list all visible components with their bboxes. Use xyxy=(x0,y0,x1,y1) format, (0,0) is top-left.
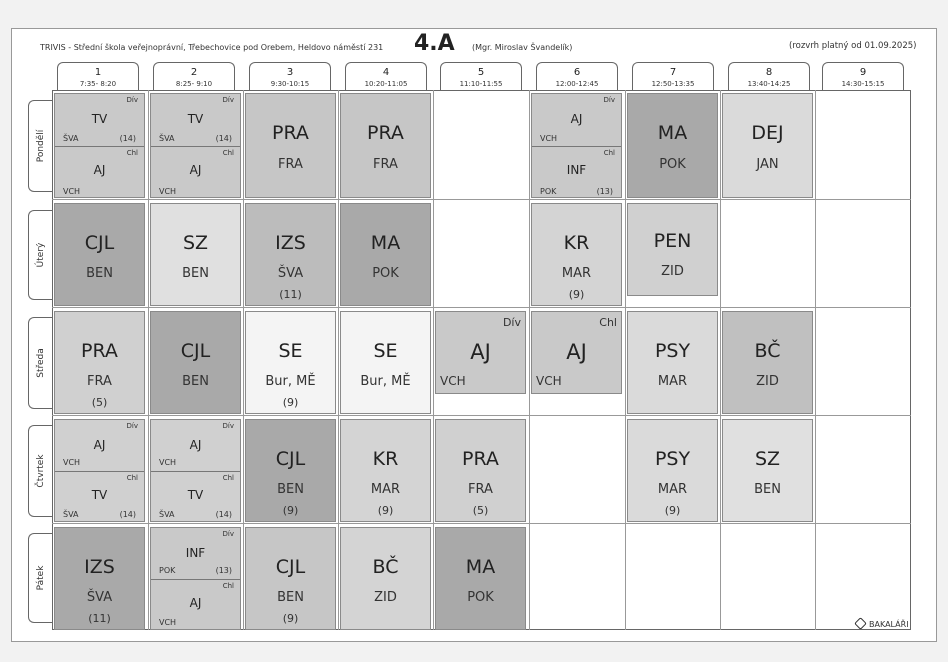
grid-divider xyxy=(148,90,149,630)
subject: CJL xyxy=(275,448,306,470)
subject: AJ xyxy=(470,340,491,364)
subject: MA xyxy=(370,232,401,254)
teacher: ŠVA xyxy=(277,266,304,281)
lesson-tue-7[interactable] xyxy=(627,203,718,296)
day-label-friday xyxy=(28,533,52,623)
group-label: Chl xyxy=(222,473,234,482)
period-number: 7 xyxy=(669,67,677,78)
period-header-9 xyxy=(822,62,904,90)
day-label-wednesday xyxy=(28,317,52,409)
teacher: MAR xyxy=(370,482,401,497)
teacher: POK xyxy=(159,566,176,575)
subject: SE xyxy=(373,340,398,362)
bakalari-icon xyxy=(854,617,867,630)
lesson-group-boys xyxy=(151,146,240,198)
teacher: VCH xyxy=(536,374,562,388)
teacher: POK xyxy=(540,186,557,196)
subject: SE xyxy=(278,340,303,362)
period-number: 9 xyxy=(859,67,867,78)
bakalari-logo xyxy=(856,619,909,629)
teacher: ZID xyxy=(661,264,684,279)
subject: AJ xyxy=(570,112,583,126)
subject: PEN xyxy=(653,230,692,252)
logo-text: BAKALÁŘI xyxy=(869,620,909,629)
group-label: Dív xyxy=(603,96,615,104)
validity-note: (rozvrh platný od 01.09.2025) xyxy=(789,41,917,51)
lesson-tue-1[interactable] xyxy=(54,203,145,306)
room: (14) xyxy=(215,509,232,519)
teacher: VCH xyxy=(159,458,177,467)
day-label-thursday xyxy=(28,425,52,517)
class-teacher: (Mgr. Miroslav Švandelík) xyxy=(472,43,573,52)
room: (9) xyxy=(282,396,299,409)
lesson-thu-5[interactable] xyxy=(435,419,526,522)
subject: KR xyxy=(563,232,590,254)
teacher: JAN xyxy=(756,157,779,172)
lesson-group-boys xyxy=(55,471,144,522)
room: (9) xyxy=(377,504,394,517)
lesson-thu-2[interactable] xyxy=(150,419,241,522)
grid-divider xyxy=(720,90,721,630)
teacher: BEN xyxy=(182,374,209,389)
subject: IZS xyxy=(275,232,306,254)
lesson-wed-2[interactable] xyxy=(150,311,241,414)
grid-divider xyxy=(529,90,530,630)
room: (9) xyxy=(568,288,585,301)
teacher: FRA xyxy=(468,482,493,497)
lesson-thu-3[interactable] xyxy=(245,419,336,522)
school-title: TRIVIS - Střední škola veřejnoprávní, Třebechovice pod Orebem, Heldovo náměstí 231 xyxy=(40,43,384,52)
subject: AJ xyxy=(189,162,202,177)
subject: IZS xyxy=(84,556,115,578)
group-label: Dív xyxy=(222,422,234,430)
subject: PSY xyxy=(654,340,691,362)
teacher: VCH xyxy=(159,186,177,196)
teacher: FRA xyxy=(87,374,112,389)
subject: KR xyxy=(372,448,399,470)
room: (14) xyxy=(119,134,136,143)
period-time: 7:35- 8:20 xyxy=(79,80,117,88)
teacher: MAR xyxy=(657,482,688,497)
lesson-group-girls xyxy=(55,420,144,471)
period-header-4 xyxy=(345,62,427,90)
lesson-wed-7[interactable] xyxy=(627,311,718,414)
lesson-fri-5[interactable] xyxy=(435,527,526,630)
grid-divider xyxy=(52,415,911,416)
teacher: POK xyxy=(372,266,399,281)
lesson-tue-6[interactable] xyxy=(531,203,622,306)
period-header-5 xyxy=(440,62,522,90)
period-header-2 xyxy=(153,62,235,90)
lesson-tue-3[interactable] xyxy=(245,203,336,306)
lesson-mon-4[interactable] xyxy=(340,93,431,198)
group-label: Chl xyxy=(222,148,234,157)
teacher: ŠVA xyxy=(63,509,79,519)
room: (9) xyxy=(282,504,299,517)
subject: MA xyxy=(465,556,496,578)
lesson-group-boys xyxy=(151,579,240,630)
lesson-fri-1[interactable] xyxy=(54,527,145,630)
period-number: 5 xyxy=(477,67,485,78)
teacher: MAR xyxy=(657,374,688,389)
period-number: 8 xyxy=(765,67,773,78)
lesson-wed-6[interactable] xyxy=(531,311,622,394)
subject: INF xyxy=(566,162,587,177)
lesson-wed-1[interactable] xyxy=(54,311,145,414)
period-number: 1 xyxy=(94,67,102,78)
lesson-mon-6[interactable] xyxy=(531,93,622,198)
teacher: BEN xyxy=(277,482,304,497)
subject: AJ xyxy=(93,162,106,177)
day-name: Středa xyxy=(35,348,46,378)
subject: BČ xyxy=(754,340,781,362)
period-header-1 xyxy=(57,62,139,90)
period-header-3 xyxy=(249,62,331,90)
group-label: Dív xyxy=(502,316,521,329)
teacher: MAR xyxy=(561,266,592,281)
period-header-6 xyxy=(536,62,618,90)
lesson-thu-8[interactable] xyxy=(722,419,813,522)
teacher: ZID xyxy=(374,590,397,605)
room: (9) xyxy=(664,504,681,517)
lesson-group-girls xyxy=(151,528,240,579)
group-label: Dív xyxy=(126,96,138,104)
lesson-thu-7[interactable] xyxy=(627,419,718,522)
teacher: Bur, MĚ xyxy=(265,374,316,389)
lesson-wed-8[interactable] xyxy=(722,311,813,414)
subject: CJL xyxy=(180,340,211,362)
teacher: FRA xyxy=(373,157,398,172)
teacher: POK xyxy=(467,590,494,605)
period-time: 14:30-15:15 xyxy=(841,80,885,88)
lesson-tue-4[interactable] xyxy=(340,203,431,306)
period-time: 10:20-11:05 xyxy=(364,80,408,88)
lesson-mon-1[interactable] xyxy=(54,93,145,198)
grid-divider xyxy=(52,199,911,200)
grid-divider xyxy=(243,90,244,630)
lesson-thu-1[interactable] xyxy=(54,419,145,522)
subject: AJ xyxy=(566,340,587,364)
subject: INF xyxy=(185,546,206,560)
day-name: Pátek xyxy=(35,565,46,591)
teacher: BEN xyxy=(86,266,113,281)
room: (9) xyxy=(282,612,299,625)
subject: CJL xyxy=(84,232,115,254)
subject: TV xyxy=(91,112,108,126)
subject: BČ xyxy=(372,556,399,578)
period-header-8 xyxy=(728,62,810,90)
lesson-group-boys xyxy=(532,146,621,198)
subject: SZ xyxy=(182,232,209,254)
lesson-mon-7[interactable] xyxy=(627,93,718,198)
lesson-group-girls xyxy=(151,94,240,146)
subject: PRA xyxy=(81,340,118,362)
day-name: Pondělí xyxy=(35,129,46,163)
period-time: 9:30-10:15 xyxy=(270,80,310,88)
teacher: BEN xyxy=(277,590,304,605)
subject: PRA xyxy=(367,122,404,144)
subject: PRA xyxy=(462,448,499,470)
lesson-mon-3[interactable] xyxy=(245,93,336,198)
grid-divider xyxy=(52,307,911,308)
group-label: Chl xyxy=(126,148,138,157)
teacher: VCH xyxy=(159,617,177,627)
teacher: BEN xyxy=(182,266,209,281)
grid-divider xyxy=(815,90,816,630)
teacher: Bur, MĚ xyxy=(360,374,411,389)
room: (11) xyxy=(88,612,111,625)
subject: AJ xyxy=(93,438,106,452)
subject: PSY xyxy=(654,448,691,470)
subject: PRA xyxy=(272,122,309,144)
room: (13) xyxy=(596,186,613,196)
teacher: VCH xyxy=(440,374,466,388)
teacher: VCH xyxy=(63,186,81,196)
room: (13) xyxy=(215,566,232,575)
grid-divider xyxy=(625,90,626,630)
teacher: ŠVA xyxy=(159,509,175,519)
room: (5) xyxy=(472,504,489,517)
subject: MA xyxy=(657,122,688,144)
group-label: Dív xyxy=(126,422,138,430)
period-number: 2 xyxy=(190,67,198,78)
lesson-wed-5[interactable] xyxy=(435,311,526,394)
lesson-group-girls xyxy=(55,94,144,146)
subject: CJL xyxy=(275,556,306,578)
period-header-7 xyxy=(632,62,714,90)
lesson-wed-4[interactable] xyxy=(340,311,431,414)
subject: TV xyxy=(91,487,108,502)
lesson-tue-2[interactable] xyxy=(150,203,241,306)
period-time: 13:40-14:25 xyxy=(747,80,791,88)
class-name: 4.A xyxy=(414,31,455,56)
lesson-mon-2[interactable] xyxy=(150,93,241,198)
teacher: ZID xyxy=(756,374,779,389)
lesson-group-girls xyxy=(532,94,621,146)
teacher: VCH xyxy=(63,458,81,467)
group-label: Dív xyxy=(222,530,234,538)
lesson-group-girls xyxy=(151,420,240,471)
room: (5) xyxy=(91,396,108,409)
teacher: ŠVA xyxy=(63,134,79,143)
lesson-mon-8[interactable] xyxy=(722,93,813,198)
day-label-tuesday xyxy=(28,210,52,300)
subject: DEJ xyxy=(751,122,784,144)
period-number: 4 xyxy=(382,67,390,78)
period-time: 12:00-12:45 xyxy=(555,80,599,88)
subject: AJ xyxy=(189,595,202,610)
lesson-wed-3[interactable] xyxy=(245,311,336,414)
grid-divider xyxy=(52,523,911,524)
period-time: 11:10-11:55 xyxy=(459,80,503,88)
period-number: 6 xyxy=(573,67,581,78)
teacher: BEN xyxy=(754,482,781,497)
group-label: Chl xyxy=(126,473,138,482)
room: (14) xyxy=(119,509,136,519)
subject: SZ xyxy=(754,448,781,470)
lesson-group-boys xyxy=(55,146,144,198)
day-name: Čtvrtek xyxy=(35,454,46,488)
group-label: Chl xyxy=(599,316,617,329)
lesson-fri-3[interactable] xyxy=(245,527,336,630)
period-time: 12:50-13:35 xyxy=(651,80,695,88)
teacher: POK xyxy=(659,157,686,172)
group-label: Chl xyxy=(222,581,234,590)
teacher: ŠVA xyxy=(159,134,175,143)
group-label: Dív xyxy=(222,96,234,104)
grid-divider xyxy=(433,90,434,630)
subject: AJ xyxy=(189,438,202,452)
day-label-monday xyxy=(28,100,52,192)
lesson-thu-4[interactable] xyxy=(340,419,431,522)
day-name: Úterý xyxy=(35,242,46,268)
teacher: VCH xyxy=(540,134,558,143)
teacher: FRA xyxy=(278,157,303,172)
period-number: 3 xyxy=(286,67,294,78)
teacher: ŠVA xyxy=(86,590,113,605)
period-time: 8:25- 9:10 xyxy=(175,80,213,88)
lesson-fri-4[interactable] xyxy=(340,527,431,630)
group-label: Chl xyxy=(603,148,615,157)
lesson-group-boys xyxy=(151,471,240,522)
room: (14) xyxy=(215,134,232,143)
room: (11) xyxy=(279,288,302,301)
subject: TV xyxy=(187,487,204,502)
subject: TV xyxy=(187,112,204,126)
grid-divider xyxy=(338,90,339,630)
lesson-fri-2[interactable] xyxy=(150,527,241,630)
